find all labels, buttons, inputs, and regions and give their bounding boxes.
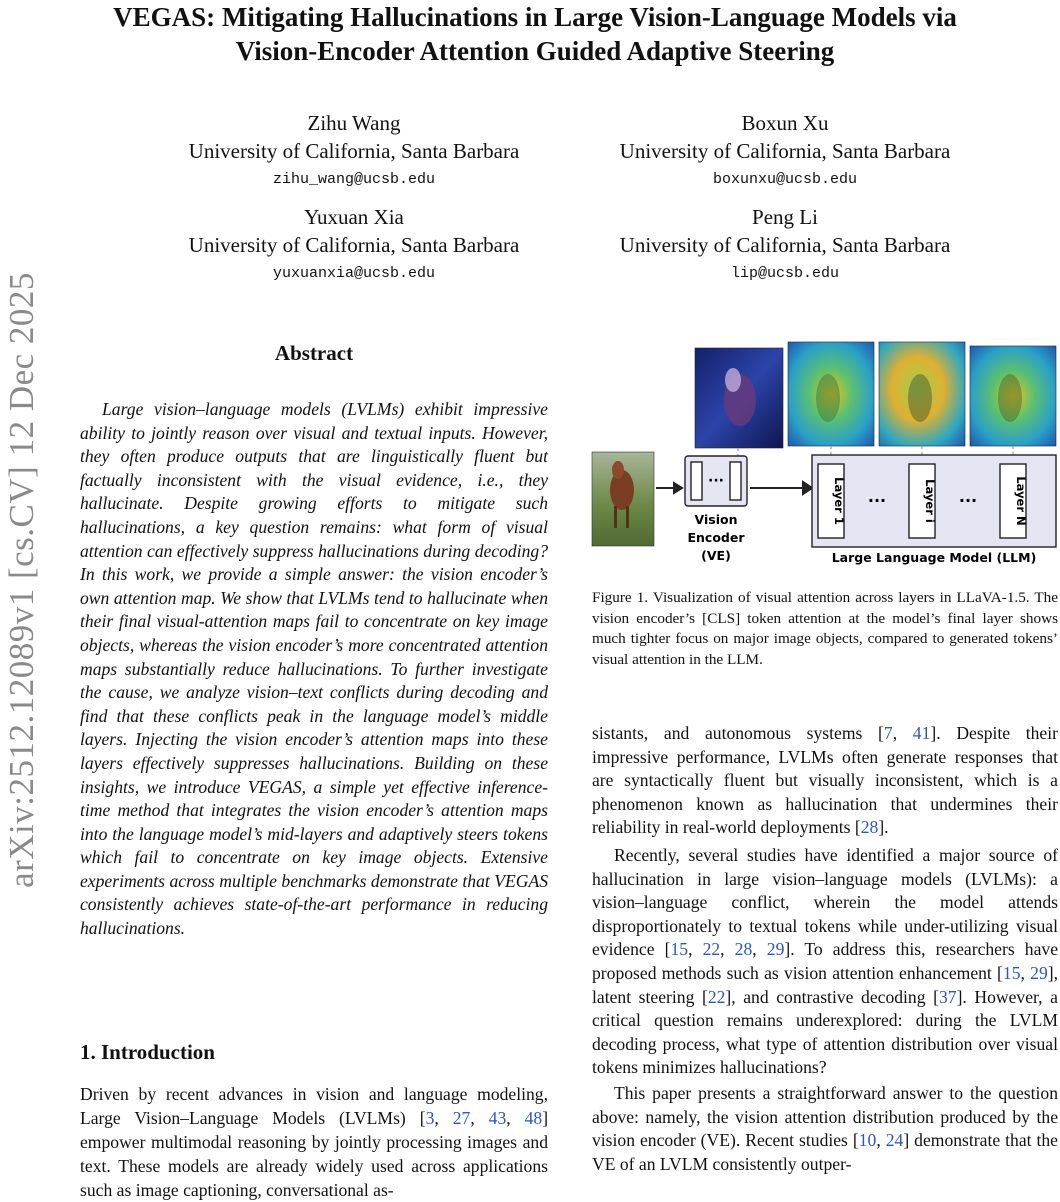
- citation-link[interactable]: 43: [488, 1108, 507, 1128]
- author-name: Zihu Wang: [307, 111, 401, 135]
- author-email: lip@ucsb.edu: [730, 265, 840, 282]
- ve-label-line-2: Encoder: [687, 530, 745, 545]
- author-block: [144, 203, 564, 289]
- author-affiliation: University of California, Santa Barbara: [619, 139, 951, 163]
- citation-link[interactable]: 10: [858, 1130, 877, 1151]
- figure-1: [590, 340, 1060, 575]
- author-email: zihu_wang@ucsb.edu: [272, 171, 436, 188]
- citation-link[interactable]: 37: [938, 986, 957, 1007]
- citation-link[interactable]: 27: [452, 1108, 471, 1128]
- body-paragraph: Recently, several studies have identified a major source of hallucination in large vision–language models (LVLMs): a vision–language conflict, wherein the model attends disproportionately to textual tokens while under-utilizing visual evidence [15, 22, 28, 29]. To address this, researchers have proposed methods such as vision attention enhancement [15, 29], latent steering [22], and contrastive decoding [37]. However, a critical question remains underexplored: during the LVLM decoding process, what type of attention distribution over visual tokens minimizes hallucinations?: [592, 845, 1059, 1078]
- layer-dots-2: ···: [958, 491, 978, 510]
- author-block: [575, 203, 995, 289]
- abstract-heading: Abstract: [274, 341, 354, 365]
- ve-label-line-1: Vision: [694, 512, 738, 527]
- author-name: Yuxuan Xia: [304, 205, 404, 229]
- citation-link[interactable]: 22: [707, 986, 726, 1007]
- input-image: [592, 452, 654, 546]
- citation-link[interactable]: 3: [425, 1108, 435, 1128]
- citation-link[interactable]: 7: [883, 723, 893, 743]
- layer-1-label: Layer 1: [832, 477, 846, 525]
- author-block: [575, 109, 995, 195]
- arxiv-identifier: arXiv:2512.12089v1 [cs.CV] 12 Dec 2025: [2, 272, 41, 888]
- citation-link[interactable]: 48: [524, 1108, 543, 1128]
- author-email: yuxuanxia@ucsb.edu: [272, 265, 436, 282]
- figure-1-caption: Figure 1. Visualization of visual attention across layers in LLaVA-1.5. The vision encoder’s [CLS] token attention at the model’s final layer shows much tighter focus on major image objects, compared to generated tokens’ visual attention in the LLM.: [592, 589, 1058, 668]
- section-heading-introduction: 1. Introduction: [80, 1040, 215, 1064]
- citation-link[interactable]: 28: [860, 817, 879, 838]
- layer-i-label: Layer i: [923, 479, 937, 523]
- body-paragraph: This paper presents a straightforward answer to the question above: namely, the vision attention distribution produced by the vision encoder (VE). Recent studies [10, 24] demonstrate that the VE of an LVLM consistently outper-: [592, 1083, 1058, 1174]
- encoder-dots: ···: [708, 473, 724, 489]
- llm-attention-map-2: [879, 342, 965, 446]
- intro-paragraph: Driven by recent advances in vision and language modeling, Large Vision–Language Models (LVLMs) [3, 27, 43, 48] empower multimodal reasoning by jointly processing images and text. These models are already widely used across applications such as image captioning, conversational as-: [80, 1084, 549, 1200]
- arxiv-sidebar: [0, 0, 46, 1200]
- llm-attention-map-3: [970, 346, 1056, 446]
- author-affiliation: University of California, Santa Barbara: [188, 233, 520, 257]
- llm-block: [812, 455, 1056, 565]
- citation-link[interactable]: 15: [1002, 962, 1021, 983]
- citation-link[interactable]: 28: [734, 939, 753, 960]
- citation-link[interactable]: 22: [702, 939, 721, 960]
- llm-label: Large Language Model (LLM): [831, 550, 1037, 565]
- paper-title: [60, 0, 1010, 68]
- llm-attention-map-1: [788, 342, 874, 446]
- author-block: [144, 109, 564, 195]
- citation-link[interactable]: 24: [885, 1130, 904, 1151]
- title-line-2: Vision-Encoder Attention Guided Adaptive Steering: [235, 36, 835, 66]
- layer-dots-1: ···: [867, 491, 887, 510]
- citation-link[interactable]: 29: [1030, 962, 1048, 983]
- citation-link[interactable]: 29: [766, 939, 785, 960]
- title-line-1: VEGAS: Mitigating Hallucinations in Large Vision-Language Models via: [113, 2, 957, 32]
- author-affiliation: University of California, Santa Barbara: [188, 139, 520, 163]
- body-paragraph: sistants, and autonomous systems [7, 41]. Despite their impressive performance, LVLMs often generate responses that are syntactically fluent but visually inconsistent, which is a phenomenon known as hallucination that undermines their reliability in real-world deployments [28].: [592, 723, 1058, 838]
- author-name: Boxun Xu: [741, 111, 829, 135]
- vision-encoder-block: [685, 456, 747, 563]
- author-email: boxunxu@ucsb.edu: [712, 171, 858, 188]
- ve-attention-map: [695, 348, 783, 448]
- author-affiliation: University of California, Santa Barbara: [619, 233, 951, 257]
- citation-link[interactable]: 15: [670, 939, 689, 960]
- citation-link[interactable]: 41: [912, 723, 931, 743]
- abstract-text: Large vision–language models (LVLMs) exhibit impressive ability to jointly reason over visual and textual inputs. However, they often produce outputs that are linguistically fluent but factually inconsistent with the visual evidence, i.e., they hallucinate. Despite growing efforts to mitigate such hallucinations, a key question remains: what form of visual attention can effectively suppress hallucinations during decoding? In this work, we provide a simple answer: the vision encoder’s own attention map. We show that LVLMs tend to hallucinate when their final visual-attention maps fail to concentrate on key image objects, whereas the vision encoder’s more concentrated attention maps substantially reduce hallucinations. To further investigate the cause, we analyze vision–text conflicts during decoding and find that these conflicts peak in the language model’s middle layers. Injecting the vision encoder’s attention maps into these layers effectively suppresses hallucinations. Building on these insights, we introduce VEGAS, a simple yet effective inference-time method that integrates the vision encoder’s attention maps into the language model’s mid-layers and adaptively steers tokens which fail to concentrate on key image objects. Extensive experiments across multiple benchmarks demonstrate that VEGAS consistently achieves state-of-the-art performance in reducing hallucinations.: [80, 399, 548, 939]
- layer-n-label: Layer N: [1014, 476, 1028, 526]
- ve-label-line-3: (VE): [701, 548, 731, 563]
- author-name: Peng Li: [752, 205, 818, 229]
